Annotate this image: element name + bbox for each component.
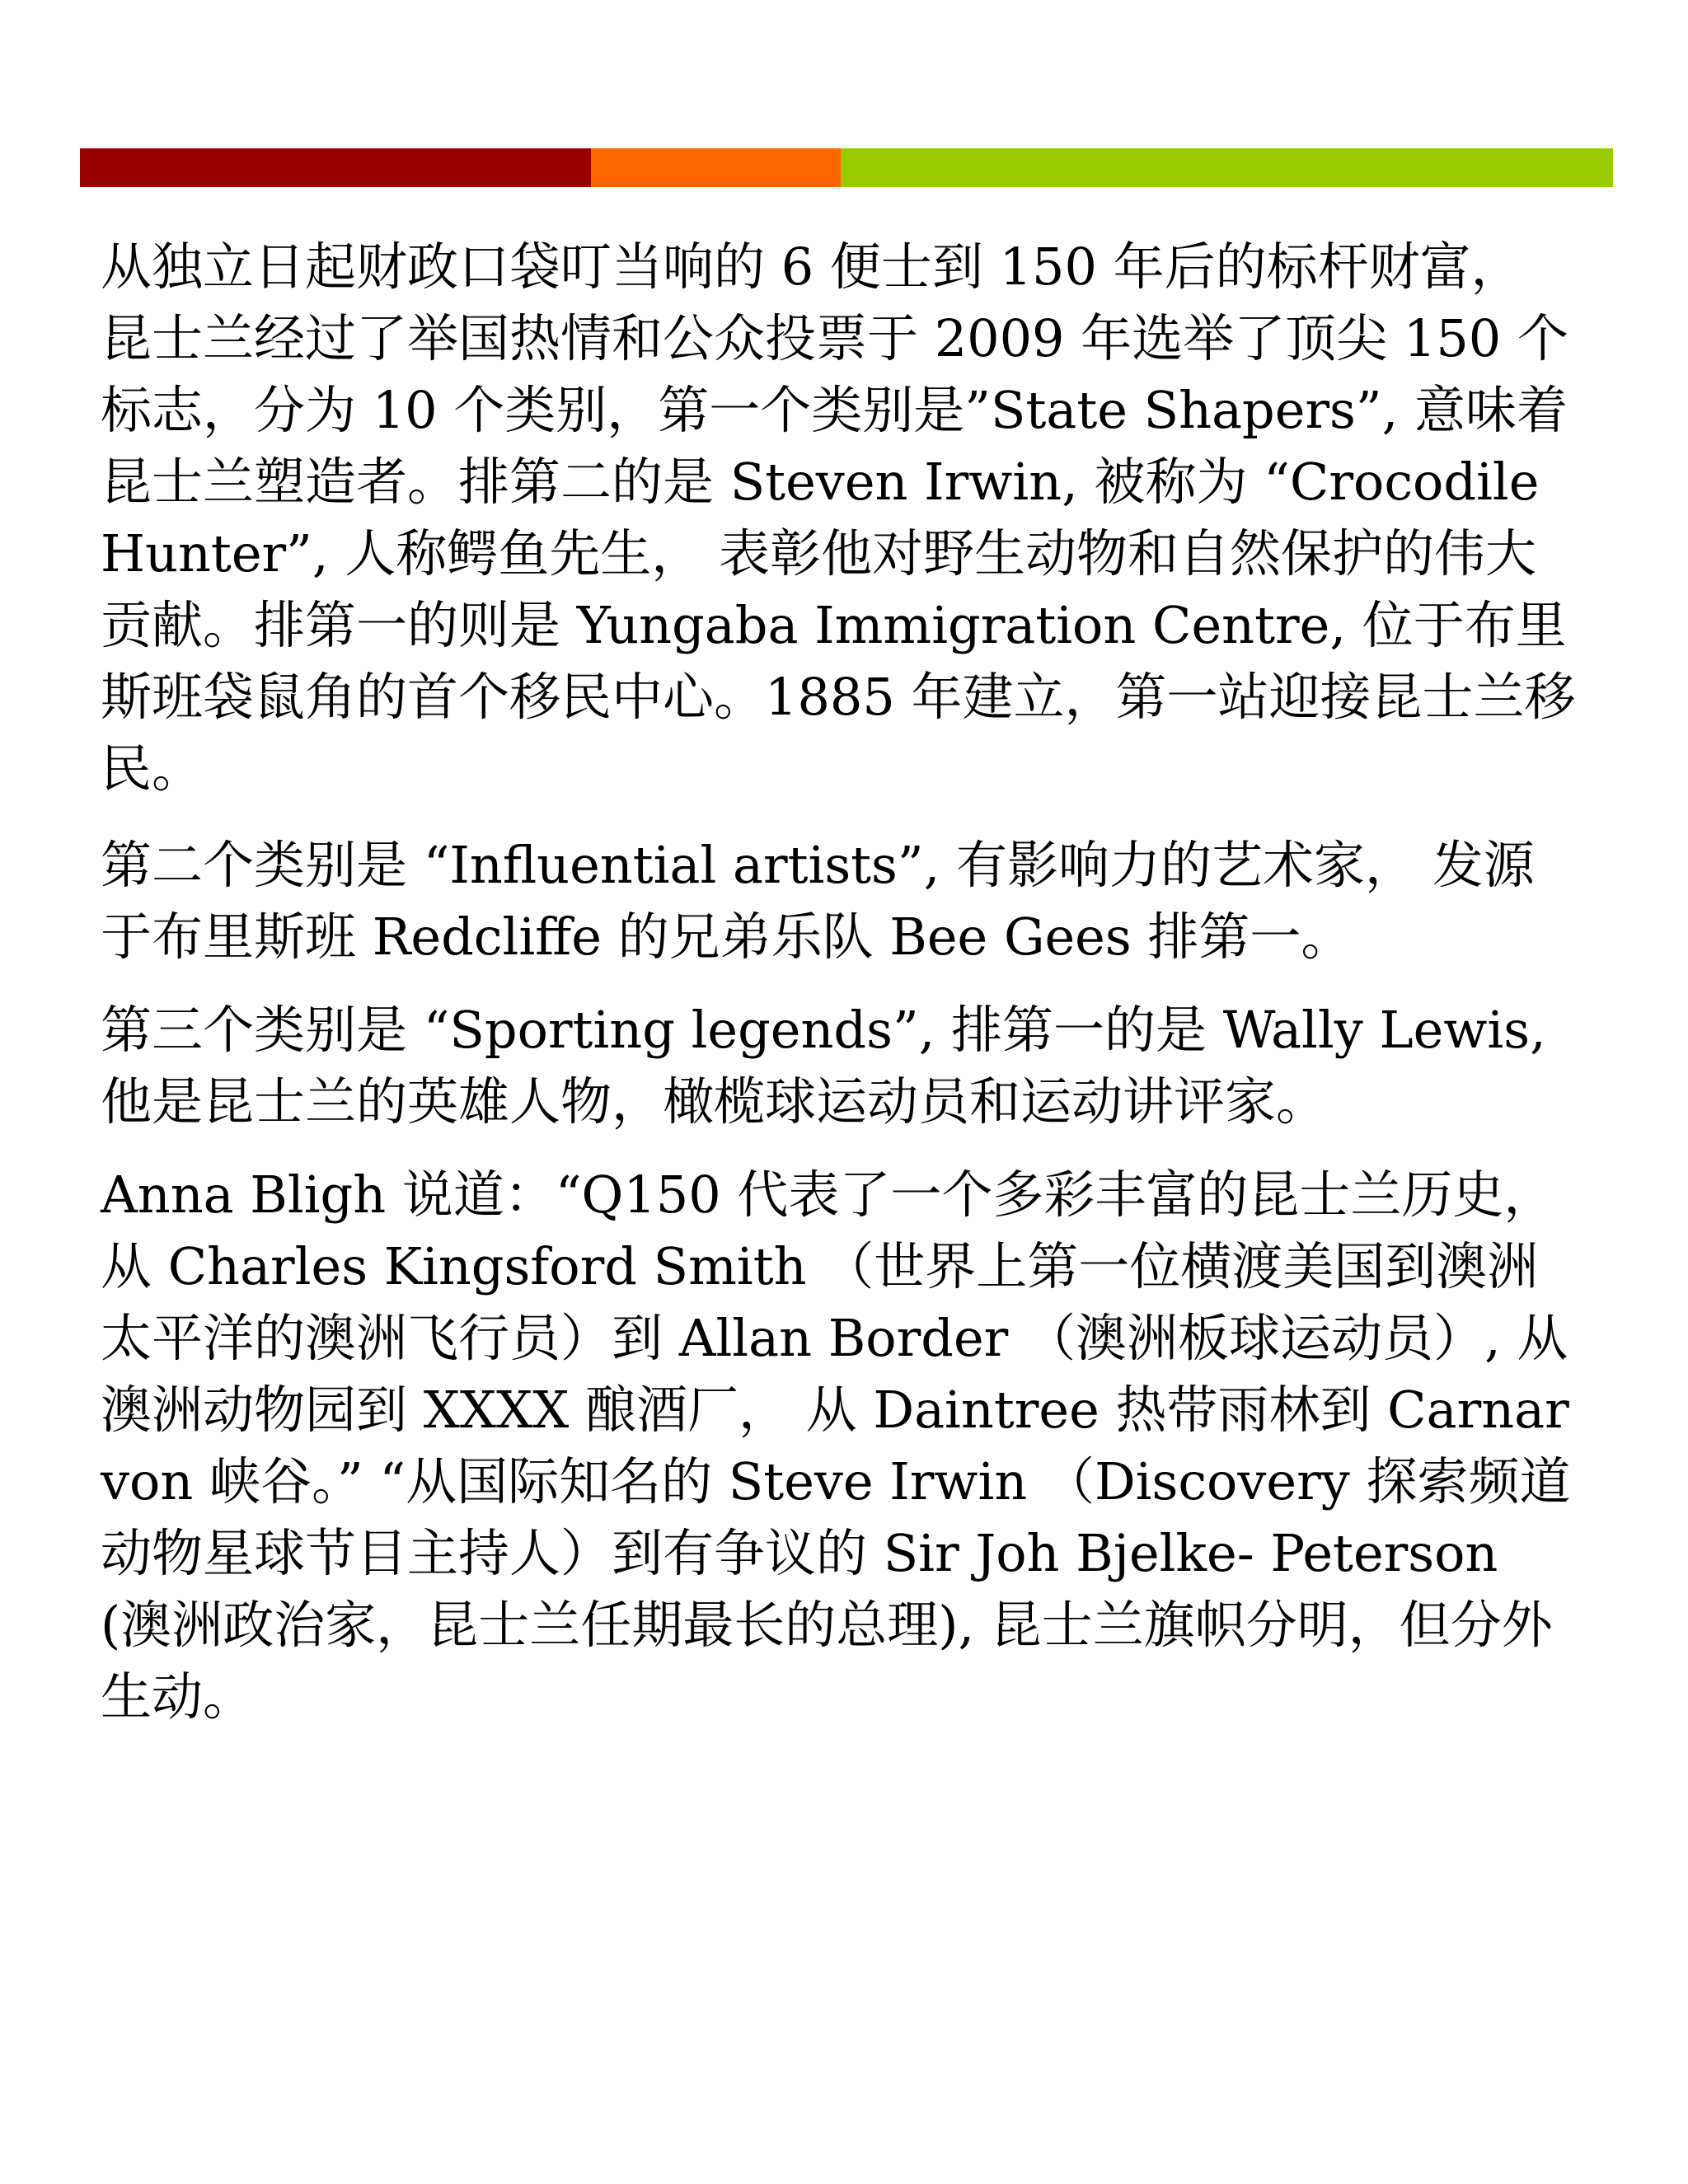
paragraph-influential-artists: 第二个类别是 “Influential artists”, 有影响力的艺术家， 发源于布里斯班 Redcliffe 的兄弟乐队 Bee Gees 排第一。 (101, 835, 1535, 967)
paragraph-state-shapers: 从独立日起财政口袋叮当响的 6 便士到 150 年后的标杆财富， 昆士兰经过了举国热情和公众投票于 2009 年选举了顶尖 150 个标志，分为 10 个类别，第一个类别是”State Shapers”, 意味着昆士兰塑造者。排第二的是 Steven Irwin, 被称为 “Crocodile Hunter”, 人称鳄鱼先生， 表彰他对野生动物和自然保护的伟大贡献。排第一的则是 Yungaba Immigration Centre, 位于布里斯班袋鼠角的首个移民中心。1885 年建立，第一站迎接昆士兰移民。 (101, 237, 1576, 799)
paragraph-sporting-legends: 第三个类别是 “Sporting legends”, 排第一的是 Wally Lewis, 他是昆士兰的英雄人物，橄榄球运动员和运动讲评家。 (101, 1000, 1546, 1132)
color-bar-green-segment (841, 148, 1613, 187)
header-color-bar (80, 148, 1613, 187)
paragraph-anna-bligh-quote: Anna Bligh 说道：“Q150 代表了一个多彩丰富的昆士兰历史，从 Charles Kingsford Smith （世界上第一位横渡美国到澳洲太平洋的澳洲飞行员）到 Allan Border （澳洲板球运动员）, 从澳洲动物园到 XXXX 酿酒厂， 从 Daintree 热带雨林到 Carnarvon 峡谷。” “从国际知名的 Steve Irwin （Discovery 探索频道动物星球节目主持人）到有争议的 Sir Joh Bjelke- Peterson (澳洲政治家，昆士兰任期最长的总理), 昆士兰旗帜分明，但分外生动。 (101, 1165, 1571, 1727)
color-bar-orange-segment (591, 148, 841, 187)
color-bar-red-segment (80, 148, 591, 187)
document-body (101, 231, 1584, 1754)
